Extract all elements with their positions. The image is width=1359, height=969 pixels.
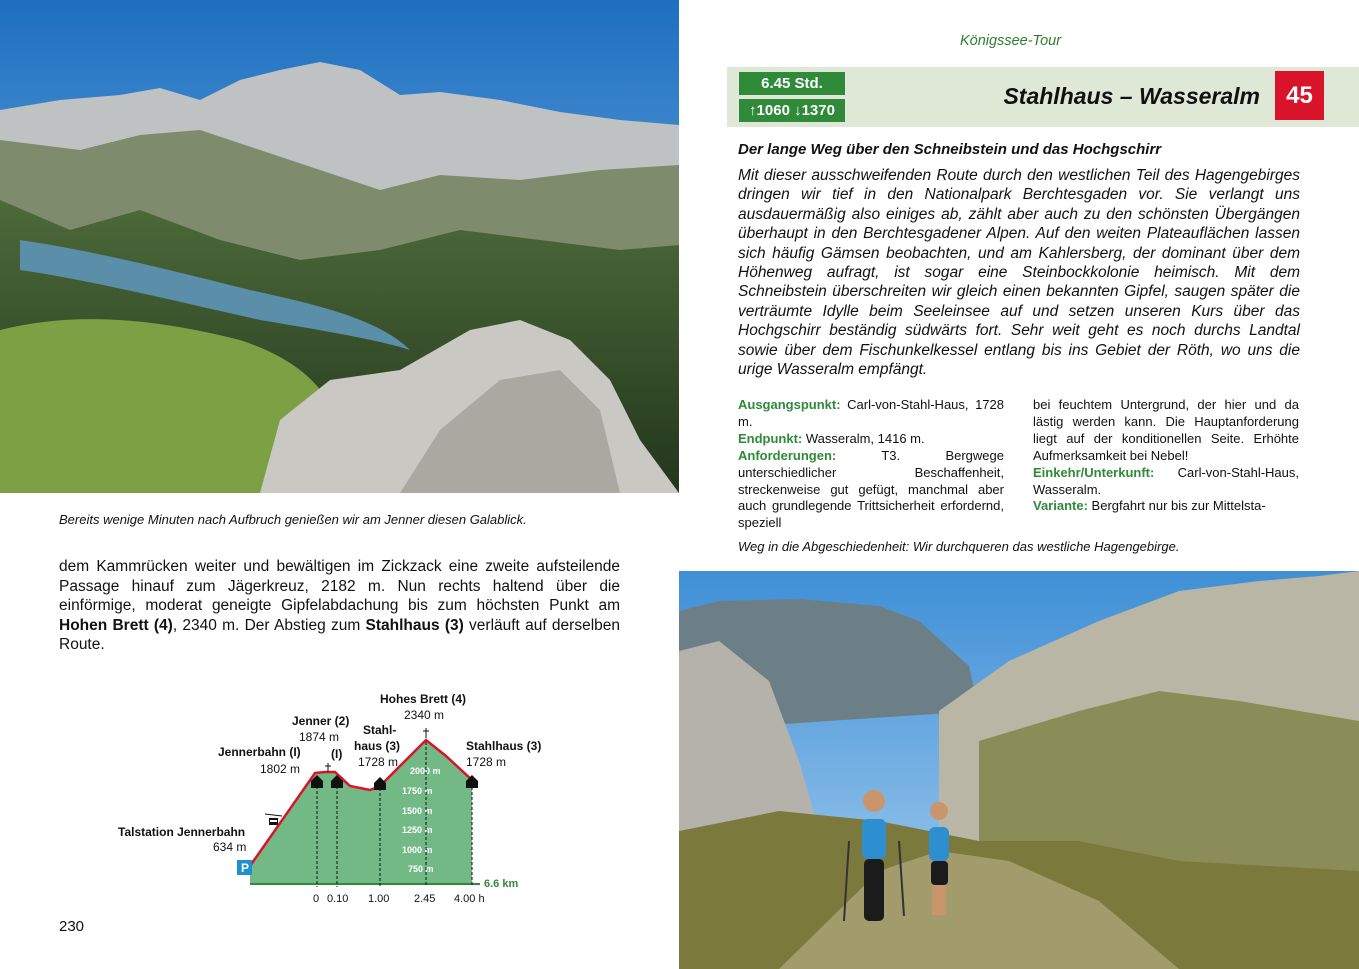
info-label-ausgangspunkt: Ausgangspunkt: bbox=[738, 397, 841, 412]
info-column-2 bbox=[1033, 397, 1299, 515]
waypoint-name: Jenner (2) bbox=[292, 714, 350, 728]
y-tick-label: 1250 m bbox=[402, 825, 433, 835]
main-text-paragraph bbox=[59, 557, 620, 655]
series-title: Königssee-Tour bbox=[960, 33, 1062, 49]
elevation-profile bbox=[110, 680, 560, 910]
info-label-einkehr: Einkehr/Unterkunft: bbox=[1033, 464, 1155, 480]
waypoint-name: haus (3) bbox=[354, 739, 401, 753]
waypoint-elevation: 2340 m bbox=[404, 708, 445, 722]
main-text-part3: verläuft auf derselben Route. bbox=[59, 616, 621, 654]
waypoint-elevation: 1802 m bbox=[260, 762, 301, 776]
x-tick-label: 4.00 h bbox=[454, 893, 485, 905]
info-label-variante: Variante: bbox=[1033, 498, 1088, 514]
photo-koenigssee-view bbox=[0, 0, 679, 493]
info-label-anforderungen: Anforderungen: bbox=[738, 447, 837, 463]
photo-hikers-hagengebirge bbox=[679, 571, 1359, 969]
waypoint-elevation: 1728 m bbox=[466, 755, 507, 769]
waypoint-name: Jennerbahn (I) bbox=[218, 745, 301, 759]
main-text-part2: , 2340 m. Der Abstieg zum bbox=[172, 616, 366, 634]
distance-label: 6.6 km bbox=[484, 878, 519, 890]
info-text-ausgangspunkt: Carl-von-Stahl-Haus, 1728 m. bbox=[738, 397, 1004, 429]
waypoint-name: Talstation Jennerbahn bbox=[118, 825, 246, 839]
intro-paragraph: Mit dieser ausschweifenden Route durch den westlichen Teil des Hagengebirges dringen wir tief in den Nationalpark Berchtesgaden vor. Sie verlangt uns ausdauermäßig also einiges ab, zählt aber auch zu den schönsten Übergängen überhaupt in den Berchtesgadener Alpen. Auf den weiten Plateauflächen lassen sich häufig Gämsen beobachten, und am Kahlersberg, der dominant über dem Höhenweg aufragt, ist sogar eine Steinbockkolonie heimisch. Mit dem Schneibstein überschreiten wir gleich einen bekannten Gipfel, saugen später die verträumte Idylle beim Seeleinsee auf und setzen unseren Kurs über das Hochgschirr beständig südwärts fort. Sehr weit geht es noch durchs Landtal sowie über dem Fischunkelkessel entlang bis ins Gebiet der Röth, wo uns die urige Wasseralm empfängt. bbox=[738, 167, 1300, 379]
main-text-bold-hohes-brett: Hohen Brett (4) bbox=[59, 616, 173, 634]
info-text-einkehr: Carl-von-Stahl-Haus, Wasseralm. bbox=[1033, 464, 1299, 497]
x-tick-label: 2.45 bbox=[414, 893, 436, 905]
y-tick-label: 1750 m bbox=[402, 786, 433, 796]
info-column-1 bbox=[738, 397, 1004, 532]
page-number: 230 bbox=[59, 918, 85, 935]
waypoint-name: Stahlhaus (3) bbox=[466, 739, 542, 753]
tour-subtitle: Der lange Weg über den Schneibstein und das Hochgschirr bbox=[738, 141, 1162, 158]
x-tick-label: 0 bbox=[313, 893, 320, 905]
parking-icon bbox=[237, 860, 252, 875]
x-tick-label: 0.10 bbox=[327, 893, 349, 905]
y-tick-label: 1500 m bbox=[402, 806, 433, 816]
waypoint-name: Stahl- bbox=[363, 723, 397, 737]
waypoint-name: Hohes Brett (4) bbox=[380, 692, 467, 706]
tour-number-badge: 45 bbox=[1275, 71, 1324, 120]
y-tick-label: 750 m bbox=[408, 864, 434, 874]
y-tick-label: 1000 m bbox=[402, 845, 433, 855]
waypoint-elevation: 634 m bbox=[213, 840, 247, 854]
waypoint-name: (I) bbox=[331, 747, 343, 761]
main-text-part1: dem Kammrücken weiter und bewältigen im Zickzack eine zweite aufsteilende Passage hinauf zum Jägerkreuz, 2182 m. Nun rechts haltend über die einförmige, moderat geneigte Gipfelabdachung bis zum höchsten Punkt am bbox=[59, 558, 620, 615]
waypoint-elevation: 1874 m bbox=[299, 730, 340, 744]
main-text-bold-stahlhaus: Stahlhaus (3) bbox=[365, 616, 464, 634]
info-text-anforderungen-cont: bei feuchtem Untergrund, der hier und da lästig werden kann. Die Hauptanforderung liegt auf der konditionellen Seite. Erhöhte Aufmerksamkeit bei Nebel! bbox=[1033, 397, 1299, 463]
info-text-endpunkt: Wasseralm, 1416 m. bbox=[805, 430, 925, 446]
duration-badge: 6.45 Std. bbox=[739, 72, 845, 95]
svg-text:P: P bbox=[241, 861, 250, 875]
waypoint-elevation: 1728 m bbox=[358, 755, 399, 769]
photo-caption-right: Weg in die Abgeschiedenheit: Wir durchqueren das westliche Hagengebirge. bbox=[738, 539, 1180, 554]
x-tick-label: 1.00 bbox=[368, 893, 390, 905]
info-label-endpunkt: Endpunkt: bbox=[738, 430, 803, 446]
tour-title: Stahlhaus – Wasseralm bbox=[1003, 83, 1260, 109]
photo-caption-left: Bereits wenige Minuten nach Aufbruch genießen wir am Jenner diesen Galablick. bbox=[59, 512, 527, 527]
info-text-variante: Bergfahrt nur bis zur Mittelsta- bbox=[1091, 498, 1266, 514]
y-tick-label: 2000 m bbox=[410, 766, 441, 776]
info-text-anforderungen: T3. Bergwege unterschiedlicher Beschaffenheit, streckenweise gut gefügt, manchmal aber auch grundlegende Trittsicherheit erfordernd, speziell bbox=[738, 447, 1004, 531]
ascent-descent-badge: ↑1060 ↓1370 bbox=[739, 99, 845, 122]
